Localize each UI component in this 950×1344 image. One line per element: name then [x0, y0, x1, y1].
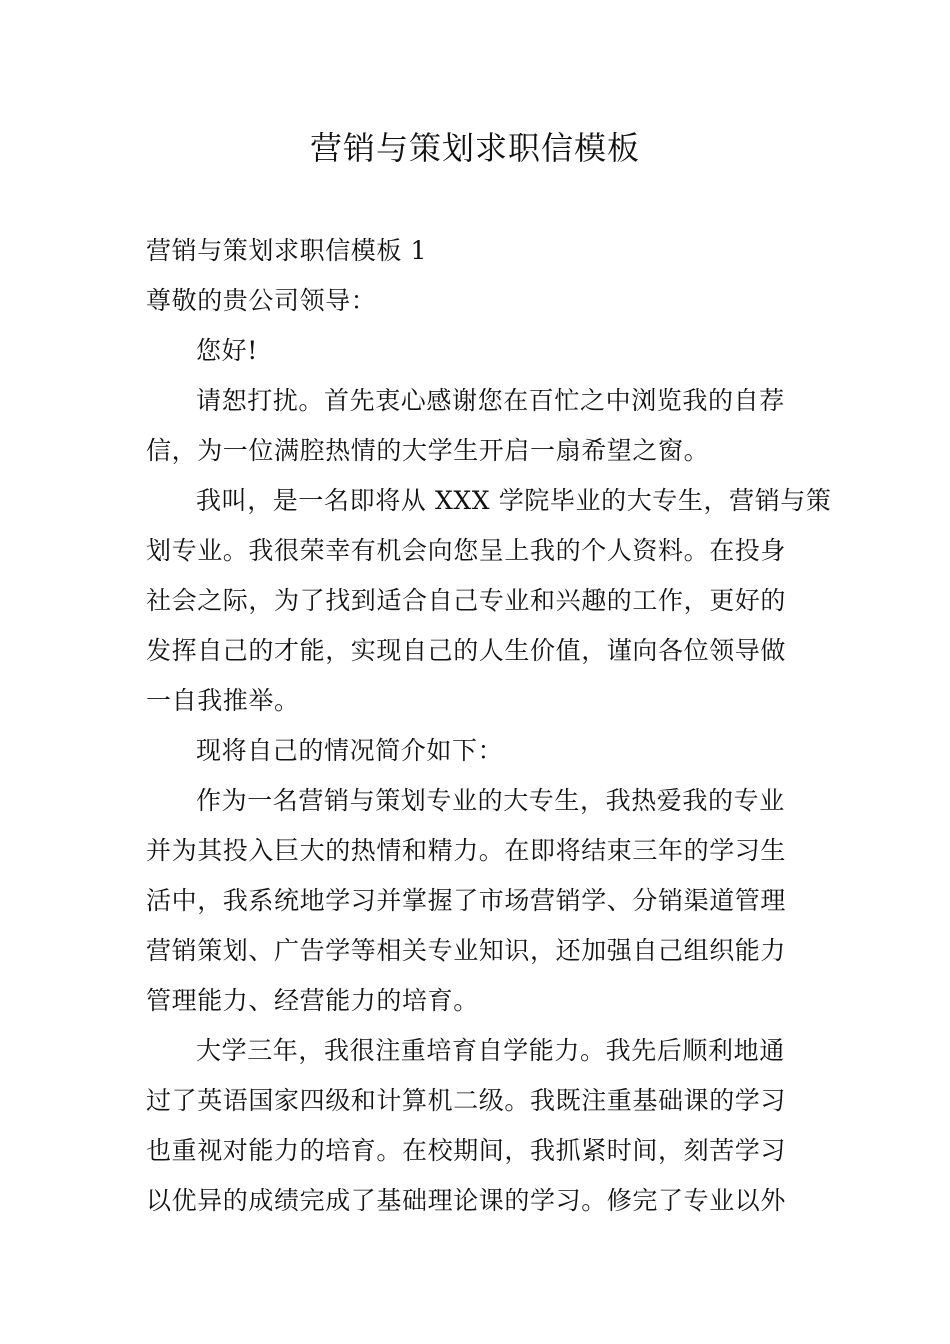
text-line: 作为一名营销与策划专业的大专生，我热爱我的专业	[196, 786, 785, 815]
text-line: 以优异的成绩完成了基础理论课的学习。修完了专业以外	[146, 1186, 787, 1215]
text-line: 营销与策划求职信模板 1	[146, 236, 428, 265]
text-line: 并为其投入巨大的热情和精力。在即将结束三年的学习生	[146, 836, 787, 865]
text-line: 发挥自己的才能，实现自己的人生价值，谨向各位领导做	[146, 636, 787, 665]
document-body	[146, 226, 832, 1226]
text-line: 一自我推举。	[146, 686, 300, 715]
text-line: 您好!	[196, 336, 258, 365]
text-line: 活中，我系统地学习并掌握了市场营销学、分销渠道管理	[146, 886, 787, 915]
text-line: 营销策划、广告学等相关专业知识，还加强自己组织能力	[146, 936, 787, 965]
text-line: 也重视对能力的培育。在校期间，我抓紧时间，刻苦学习	[146, 1136, 787, 1165]
text-line: 社会之际，为了找到适合自己专业和兴趣的工作，更好的	[146, 586, 787, 615]
text-line: 我叫，是一名即将从 XXX 学院毕业的大专生，营销与策	[196, 486, 832, 515]
text-line: 尊敬的贵公司领导：	[146, 286, 377, 315]
text-line: 信，为一位满腔热情的大学生开启一扇希望之窗。	[146, 436, 710, 465]
text-line: 现将自己的情况简介如下：	[196, 736, 504, 765]
text-line: 管理能力、经营能力的培育。	[146, 986, 479, 1015]
text-line: 大学三年，我很注重培育自学能力。我先后顺利地通	[196, 1036, 785, 1065]
document-title: 营销与策划求职信模板	[309, 129, 640, 167]
text-line: 划专业。我很荣幸有机会向您呈上我的个人资料。在投身	[146, 536, 787, 565]
text-line: 请恕打扰。首先衷心感谢您在百忙之中浏览我的自荐	[196, 386, 785, 415]
text-line: 过了英语国家四级和计算机二级。我既注重基础课的学习	[146, 1086, 787, 1115]
